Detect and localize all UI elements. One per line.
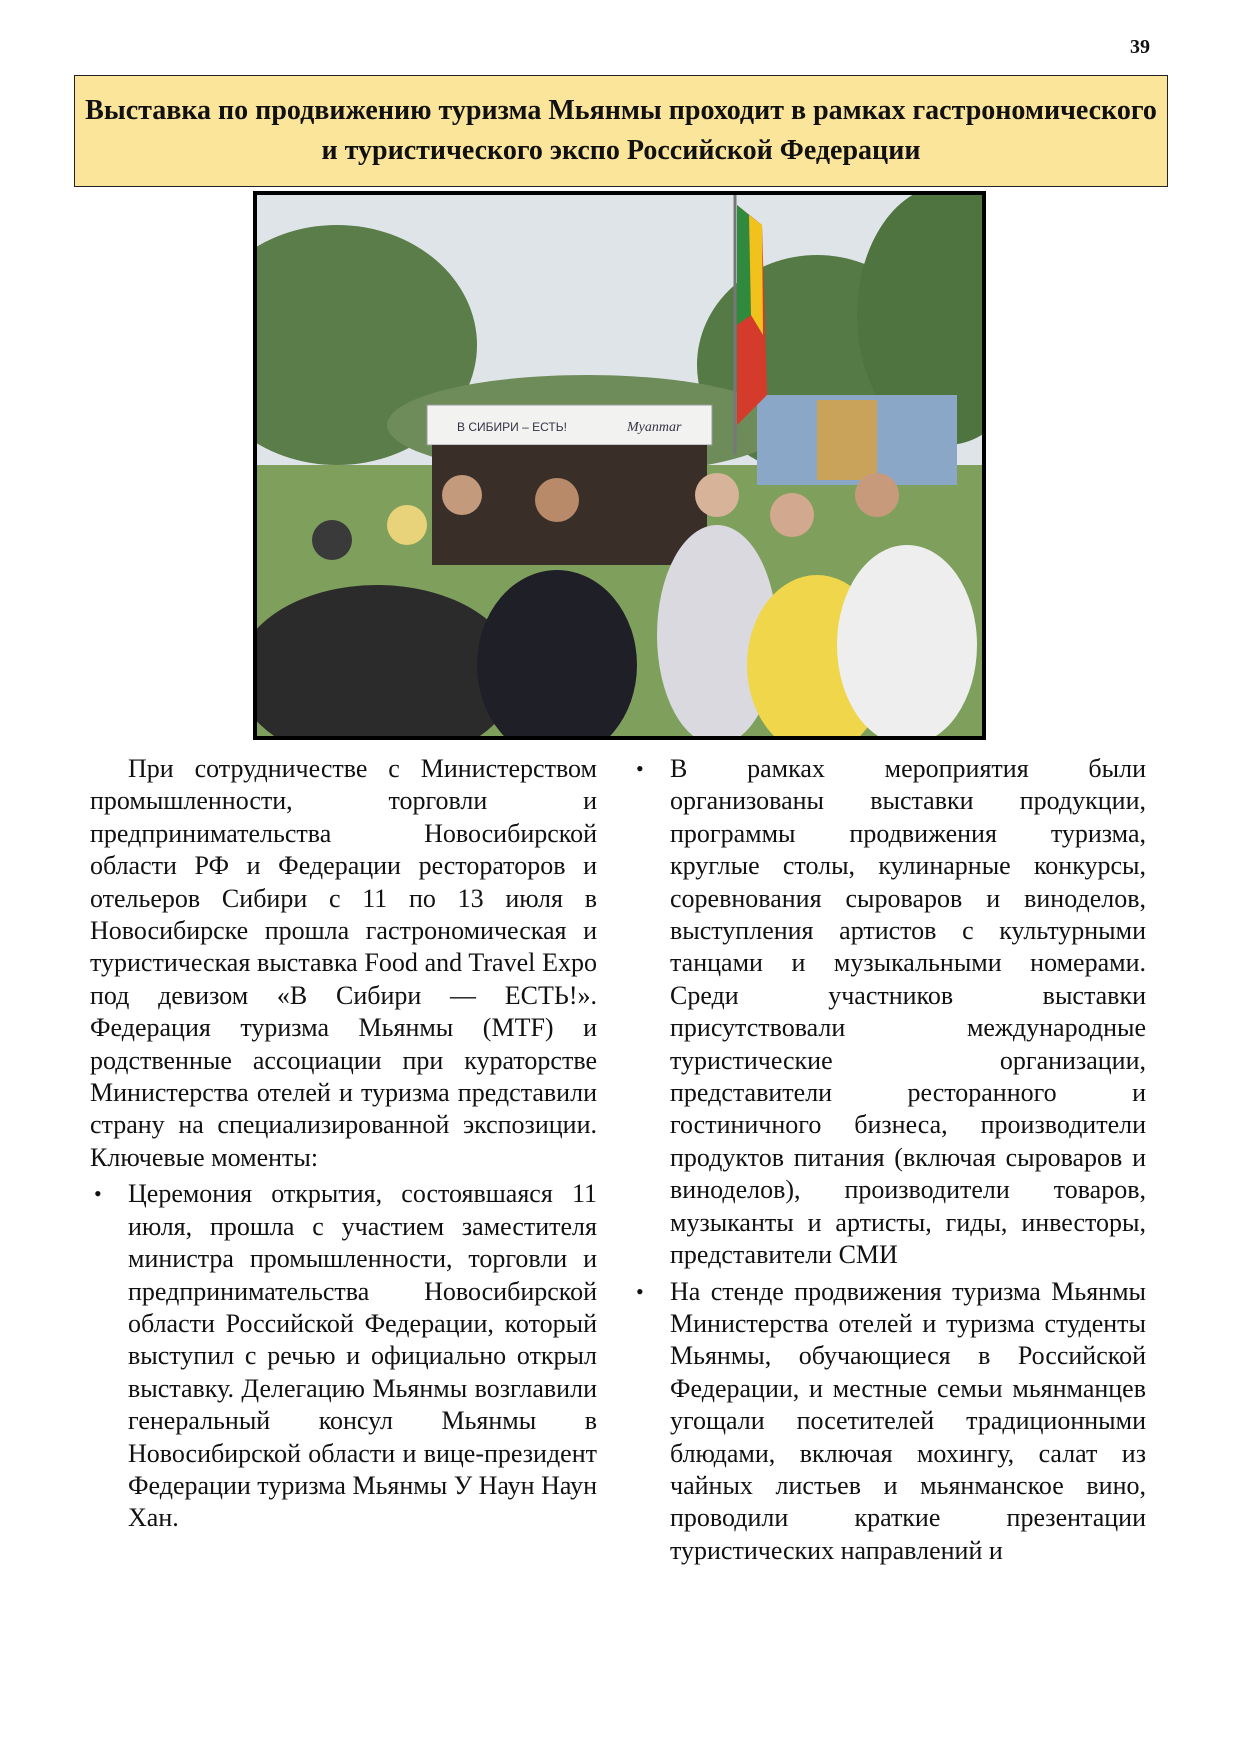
page-number: 39 (1130, 36, 1150, 58)
right-column (632, 753, 1146, 1567)
list-item (632, 753, 1146, 1272)
bullet-text: Церемония открытия, состоявшаяся 11 июля, прошла с участием заместителя министра промышленности, торговли и предпринимательства Новосибирской области Российской Федерации, который выступил с речью и официально открыл выставку. Делегацию Мьянмы возглавили генеральный консул Мьянмы в Новосибирской области и вице-президент Федерации туризма Мьянмы У Наун Наун Хан. (128, 1179, 597, 1533)
right-bullet-list (632, 753, 1146, 1567)
photo-exhibition-icon (257, 195, 982, 736)
intro-paragraph: При сотрудничестве с Министерством промышленности, торговли и предпринимательства Новосибирской области РФ и Федерации рестораторов и отельеров Сибири с 11 по 13 июля в Новосибирске прошла гастрономическая и туристическая выставка Food and Travel Expo под девизом «В Сибири — ЕСТЬ!». Федерация туризма Мьянмы (MTF) и родственные ассоциации при кураторстве Министерства отелей и туризма представили страну на специализированной экспозиции. Ключевые моменты: (90, 754, 597, 1172)
bullet-icon: • (636, 1278, 644, 1304)
left-column (90, 753, 597, 1535)
bullet-icon: • (94, 1181, 102, 1207)
photo-banner-left: В СИБИРИ – ЕСТЬ! (457, 420, 567, 434)
exhibition-photo (253, 191, 986, 740)
title-box (74, 75, 1168, 187)
left-bullet-list (90, 1178, 597, 1534)
bullet-icon: • (636, 756, 644, 781)
list-item (90, 1178, 597, 1534)
photo-banner-right: Myanmar (627, 420, 682, 435)
article-title: Выставка по продвижению туризма Мьянмы проходит в рамках гастрономического и туристического экспо Российской Федерации (85, 95, 1157, 166)
bullet-text: На стенде продвижения туризма Мьянмы Министерства отелей и туризма студенты Мьянмы, обучающиеся в Российской Федерации, и местные семьи мьянманцев угощали посетителей традиционными блюдами, включая мохингу, салат из чайных листьев и мьянманское вино, проводили краткие презентации туристических направлений и (670, 1276, 1146, 1565)
list-item (632, 1276, 1146, 1568)
bullet-text: В рамках мероприятия были организованы выставки продукции, программы продвижения туризма, круглые столы, кулинарные конкурсы, соревнования сыроваров и виноделов, выступления артистов с культурными танцами и музыкальными номерами. Среди участников выставки присутствовали международные туристические организации, представители ресторанного и гостиничного бизнеса, производители продуктов питания (включая сыроваров и виноделов), производители товаров, музыканты и артисты, гиды, инвесторы, представители СМИ (670, 754, 1146, 1270)
